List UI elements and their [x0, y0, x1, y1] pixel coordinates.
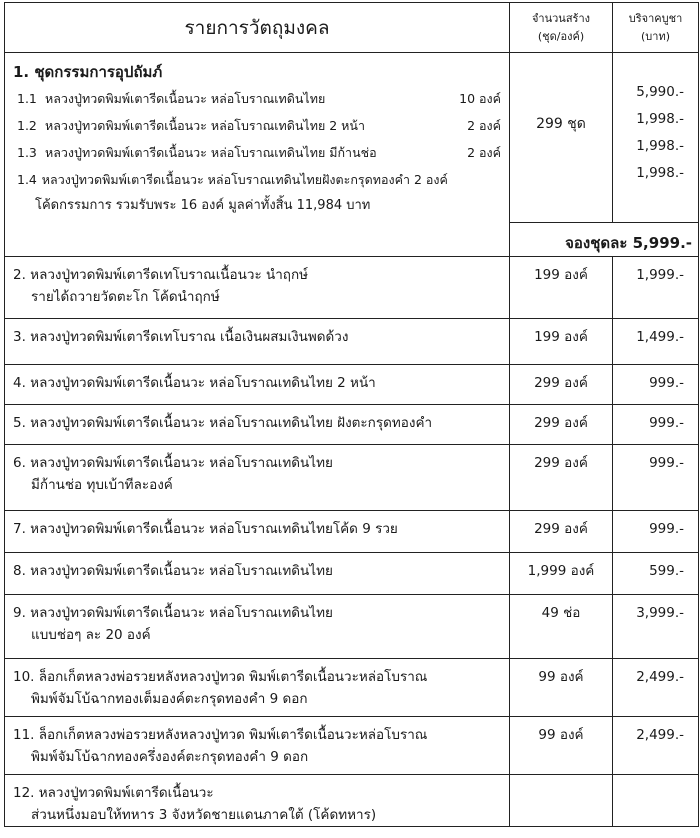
set-row: [5, 53, 699, 223]
header-price: [613, 3, 699, 53]
set-sub-item-quantity: 2 องค์: [467, 145, 501, 160]
table-row: [5, 775, 699, 827]
row-item: [5, 553, 510, 595]
table-row: [5, 405, 699, 445]
row-item: [5, 511, 510, 553]
header-quantity: [510, 3, 613, 53]
table-row: [5, 257, 699, 319]
table-row: [5, 553, 699, 595]
set-sub-item-number: 1.1: [17, 91, 37, 106]
set-sub-item-price: 1,998.-: [636, 165, 684, 181]
set-sub-item: [13, 139, 501, 166]
set-prices: [613, 53, 699, 223]
row-price: 2,499.-: [613, 717, 699, 775]
set-items: [13, 85, 501, 193]
row-item-line: 9. หลวงปู่ทวดพิมพ์เตารีดเนื้อนวะ หล่อโบราณเทดินไทย: [13, 605, 333, 621]
table-row: [5, 365, 699, 405]
row-item: [5, 445, 510, 511]
row-item: [5, 257, 510, 319]
row-item: [5, 659, 510, 717]
row-item-line: พิมพ์จัมโบ้ฉากทองครึ่งองค์ตะกรุดทองคำ 9 ดอก: [31, 749, 309, 765]
set-reserve: จองชุดละ 5,999.-: [510, 223, 699, 257]
set-sub-item-price: 1,998.-: [636, 111, 684, 127]
row-quantity: 1,999 องค์: [510, 553, 613, 595]
row-item: [5, 775, 510, 827]
set-sub-item: [13, 85, 501, 112]
row-quantity: 299 องค์: [510, 405, 613, 445]
set-sub-item-number: 1.3: [17, 145, 37, 160]
row-price: 999.-: [613, 365, 699, 405]
row-item: [5, 319, 510, 365]
row-item-line: 12. หลวงปู่ทวดพิมพ์เตารีดเนื้อนวะ: [13, 785, 214, 801]
table-row: [5, 511, 699, 553]
table-row: [5, 659, 699, 717]
table-row: [5, 319, 699, 365]
row-item-line: 6. หลวงปู่ทวดพิมพ์เตารีดเนื้อนวะ หล่อโบราณเทดินไทย: [13, 455, 333, 471]
row-quantity: 49 ช่อ: [510, 595, 613, 659]
set-sub-item-number: 1.4: [17, 172, 37, 187]
set-sub-item-price: 5,990.-: [636, 84, 684, 100]
amulet-table: [4, 2, 699, 827]
header-quantity-text: จำนวนสร้าง (ชุด/องค์): [531, 11, 590, 43]
table-body: [5, 53, 699, 827]
set-sub-item-number: 1.2: [17, 118, 37, 133]
row-price: 1,999.-: [613, 257, 699, 319]
header-item: รายการวัตถุมงคล: [5, 3, 510, 53]
row-price: 999.-: [613, 405, 699, 445]
table-row: [5, 595, 699, 659]
row-price: 1,499.-: [613, 319, 699, 365]
set-title: 1. ชุดกรรมการอุปถัมภ์: [13, 63, 163, 81]
row-quantity: 299 องค์: [510, 445, 613, 511]
row-quantity: 299 องค์: [510, 365, 613, 405]
set-sub-item-text: หลวงปู่ทวดพิมพ์เตารีดเนื้อนวะ หล่อโบราณเทดินไทยฝังตะกรุดทองคำ 2 องค์: [41, 172, 448, 187]
set-sub-item-quantity: [448, 166, 501, 193]
row-quantity: 199 องค์: [510, 319, 613, 365]
row-item: [5, 717, 510, 775]
table-row: [5, 717, 699, 775]
row-item-line: 11. ล็อกเก็ตหลวงพ่อรวยหลังหลวงปู่ทวด พิมพ์เตารีดเนื้อนวะหล่อโบราณ: [13, 727, 428, 743]
row-price: 2,499.-: [613, 659, 699, 717]
row-item-line: 5. หลวงปู่ทวดพิมพ์เตารีดเนื้อนวะ หล่อโบราณเทดินไทย ฝังตะกรุดทองคำ: [13, 415, 433, 431]
set-sub-item-quantity: 10 องค์: [459, 91, 501, 106]
row-price: 3,999.-: [613, 595, 699, 659]
set-sub-item-text: หลวงปู่ทวดพิมพ์เตารีดเนื้อนวะ หล่อโบราณเทดินไทย: [45, 91, 326, 106]
row-item-line: พิมพ์จัมโบ้ฉากทองเต็มองค์ตะกรุดทองคำ 9 ดอก: [31, 691, 308, 707]
set-sub-item-text: หลวงปู่ทวดพิมพ์เตารีดเนื้อนวะ หล่อโบราณเทดินไทย 2 หน้า: [45, 118, 365, 133]
row-item-line: 7. หลวงปู่ทวดพิมพ์เตารีดเนื้อนวะ หล่อโบราณเทดินไทยโค้ด 9 รวย: [13, 521, 398, 537]
row-item-line: ส่วนหนึ่งมอบให้ทหาร 3 จังหวัดชายแดนภาคใต้ (โค้ดทหาร): [31, 807, 377, 823]
row-price: 599.-: [613, 553, 699, 595]
row-item-line: 10. ล็อกเก็ตหลวงพ่อรวยหลังหลวงปู่ทวด พิมพ์เตารีดเนื้อนวะหล่อโบราณ: [13, 669, 428, 685]
row-item-line: มีก้านช่อ ทุบเบ้าทีละองค์: [31, 477, 173, 493]
row-quantity: [510, 775, 613, 827]
row-item-line: รายได้ถวายวัดตะโก โค้ดนำฤกษ์: [31, 289, 220, 305]
row-item: [5, 365, 510, 405]
row-item-line: แบบช่อๆ ละ 20 องค์: [31, 627, 151, 643]
set-sub-item-price: 1,998.-: [636, 138, 684, 154]
set-sub-item-quantity: 2 องค์: [467, 118, 501, 133]
row-item: [5, 405, 510, 445]
row-quantity: 99 องค์: [510, 717, 613, 775]
set-summary: โค้ดกรรมการ รวมรับพระ 16 องค์ มูลค่าทั้งสิ้น 11,984 บาท: [35, 198, 371, 213]
set-sub-item: [13, 166, 501, 193]
set-sub-item-text: หลวงปู่ทวดพิมพ์เตารีดเนื้อนวะ หล่อโบราณเทดินไทย มีก้านช่อ: [45, 145, 377, 160]
set-quantity: 299 ชุด: [510, 53, 613, 223]
row-quantity: 199 องค์: [510, 257, 613, 319]
row-item-line: 2. หลวงปู่ทวดพิมพ์เตารีดเทโบราณเนื้อนวะ นำฤกษ์: [13, 267, 309, 283]
row-quantity: 99 องค์: [510, 659, 613, 717]
header-row: [5, 3, 699, 53]
row-item-line: 3. หลวงปู่ทวดพิมพ์เตารีดเทโบราณ เนื้อเงินผสมเงินพดด้วง: [13, 329, 349, 345]
row-item-line: 4. หลวงปู่ทวดพิมพ์เตารีดเนื้อนวะ หล่อโบราณเทดินไทย 2 หน้า: [13, 375, 376, 391]
row-item: [5, 595, 510, 659]
row-quantity: 299 องค์: [510, 511, 613, 553]
row-price: 999.-: [613, 445, 699, 511]
row-price: 999.-: [613, 511, 699, 553]
set-sub-item: [13, 112, 501, 139]
row-price: [613, 775, 699, 827]
row-item-line: 8. หลวงปู่ทวดพิมพ์เตารีดเนื้อนวะ หล่อโบราณเทดินไทย: [13, 563, 333, 579]
set-item-cell: [5, 53, 510, 257]
table-row: [5, 445, 699, 511]
header-price-text: บริจาคบูชา (บาท): [628, 11, 683, 43]
